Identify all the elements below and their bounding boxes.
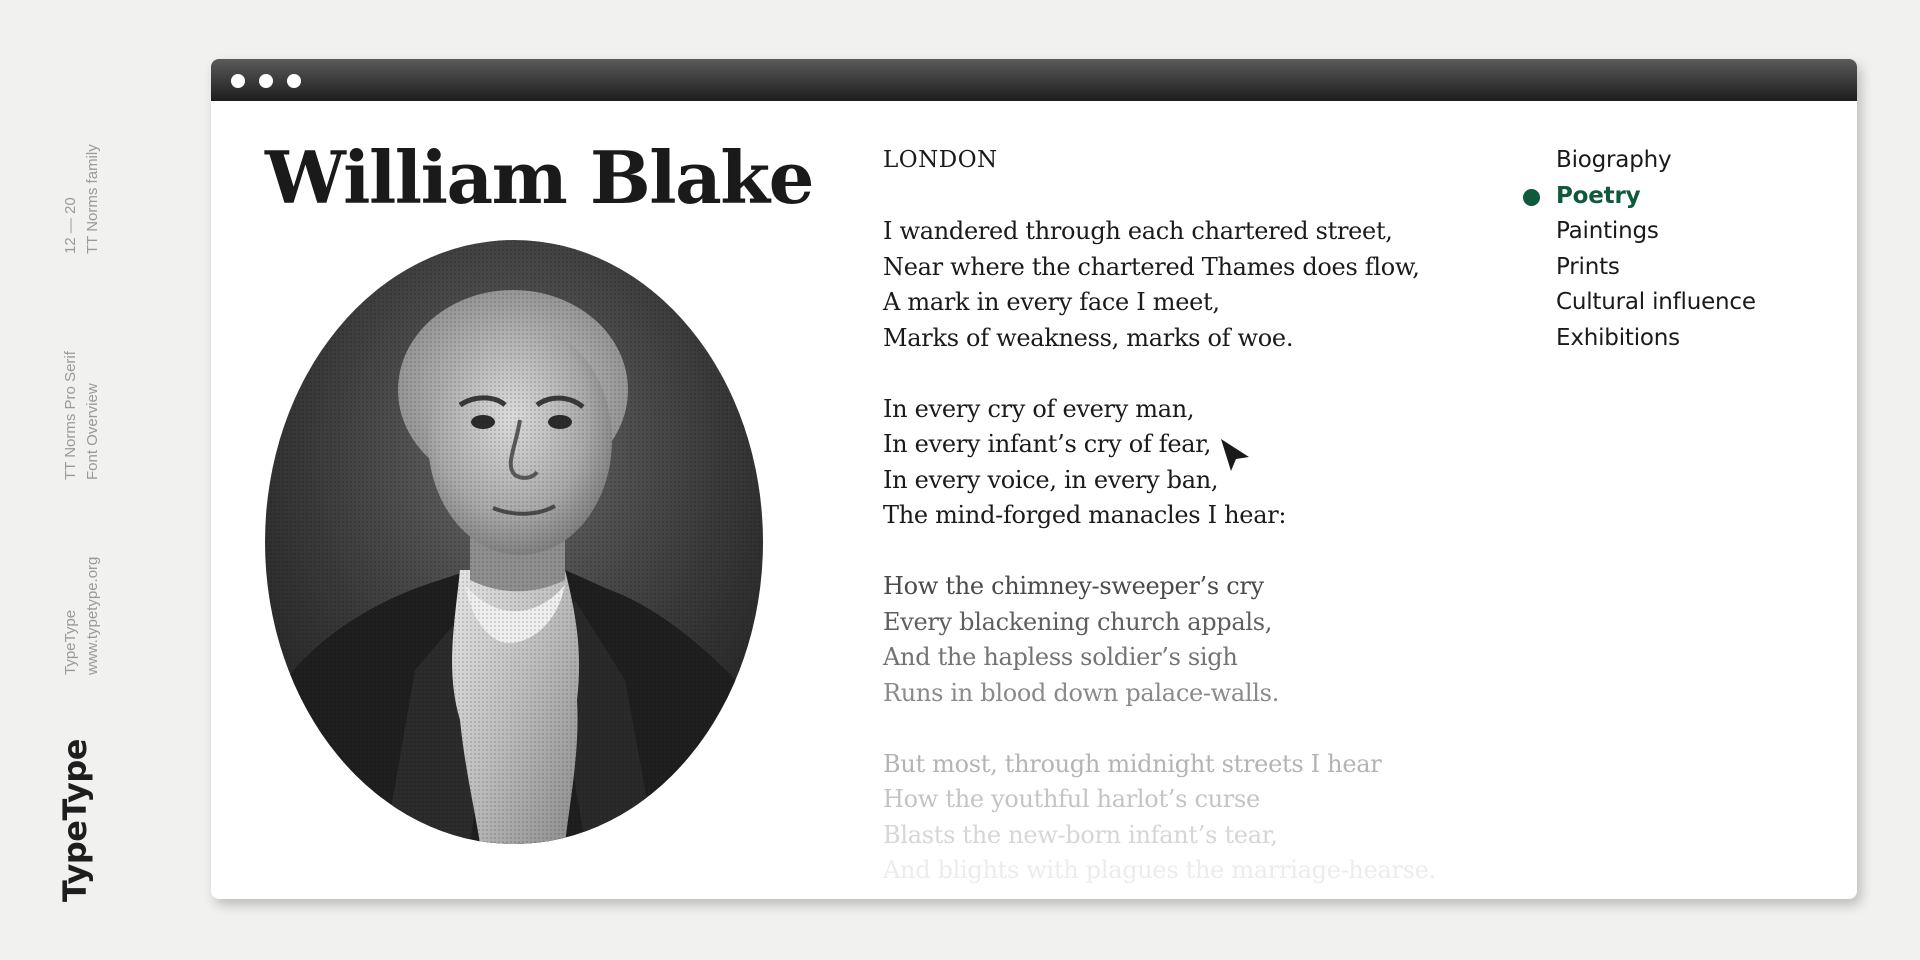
poem-stanza: [883, 569, 1503, 711]
rail-overview: Font Overview: [84, 383, 101, 480]
nav-item-label: Cultural influence: [1556, 289, 1756, 315]
nav-item-label: Exhibitions: [1556, 324, 1680, 351]
portrait-engraving-icon: [265, 240, 763, 844]
nav-item-cultural-influence[interactable]: [1556, 285, 1756, 321]
poem-line: How the chimney-sweeper’s cry: [883, 572, 1264, 600]
poem-line: How the youthful harlot’s curse: [883, 785, 1260, 813]
poem-line: I wandered through each chartered street,: [883, 217, 1393, 245]
nav-item-paintings[interactable]: [1556, 214, 1756, 250]
poem-title: LONDON: [883, 147, 998, 173]
poem-stanza: [883, 214, 1503, 356]
rail-sizes: 12 — 20: [62, 197, 79, 254]
rail-font-block: [60, 351, 104, 480]
nav-item-label: Biography: [1556, 147, 1672, 173]
poem-line: In every cry of every man,: [883, 394, 1195, 423]
nav-item-biography[interactable]: [1556, 143, 1756, 179]
window-minimize-dot-icon[interactable]: [259, 74, 273, 88]
poem-line: Near where the chartered Thames does flow,: [883, 252, 1420, 281]
window-close-dot-icon[interactable]: [231, 74, 245, 88]
rail-font-name: TT Norms Pro Serif: [62, 351, 79, 480]
rail-family-block: [60, 144, 104, 254]
poem-line: And blights with plagues the marriage-hearse.: [883, 856, 1436, 884]
poem: [883, 143, 1503, 899]
poem-line: But most, through midnight streets I hear: [883, 749, 1382, 778]
active-bullet-icon: [1523, 189, 1540, 206]
poem-line: A mark in every face I meet,: [883, 288, 1220, 316]
poem-line: In every voice, in every ban,: [883, 465, 1219, 494]
poem-line: Every blackening church appals,: [883, 607, 1273, 636]
poem-line: And the hapless soldier’s sigh: [883, 643, 1238, 671]
browser-window: [211, 59, 1857, 899]
poem-line: Blasts the new-born infant’s tear,: [883, 820, 1278, 849]
poem-line: Runs in blood down palace-walls.: [883, 678, 1280, 707]
rail-brand-block: [60, 557, 104, 675]
page-title: William Blake: [265, 135, 813, 220]
poem-line: Marks of weakness, marks of woe.: [883, 323, 1294, 352]
poem-stanza: [883, 392, 1503, 534]
nav-item-poetry[interactable]: [1556, 179, 1756, 215]
nav-item-label: Poetry: [1556, 182, 1641, 209]
section-nav: [1556, 143, 1756, 356]
portrait-image: [265, 240, 763, 844]
poem-line: The mind-forged manacles I hear:: [883, 501, 1287, 529]
nav-item-label: Prints: [1556, 253, 1620, 280]
rail-family: TT Norms family: [84, 144, 101, 254]
typetype-logo: TypeType: [56, 739, 94, 902]
window-titlebar: [211, 59, 1857, 101]
poem-line: In every infant’s cry of fear,: [883, 430, 1212, 458]
nav-item-exhibitions[interactable]: [1556, 321, 1756, 357]
nav-item-label: Paintings: [1556, 218, 1659, 244]
rail-url[interactable]: www.typetype.org: [84, 556, 101, 675]
arrow-cursor-icon: [1219, 437, 1253, 473]
nav-item-prints[interactable]: [1556, 250, 1756, 286]
poem-stanza: [883, 747, 1503, 889]
rail-brand: TypeType: [62, 609, 79, 675]
window-maximize-dot-icon[interactable]: [287, 74, 301, 88]
